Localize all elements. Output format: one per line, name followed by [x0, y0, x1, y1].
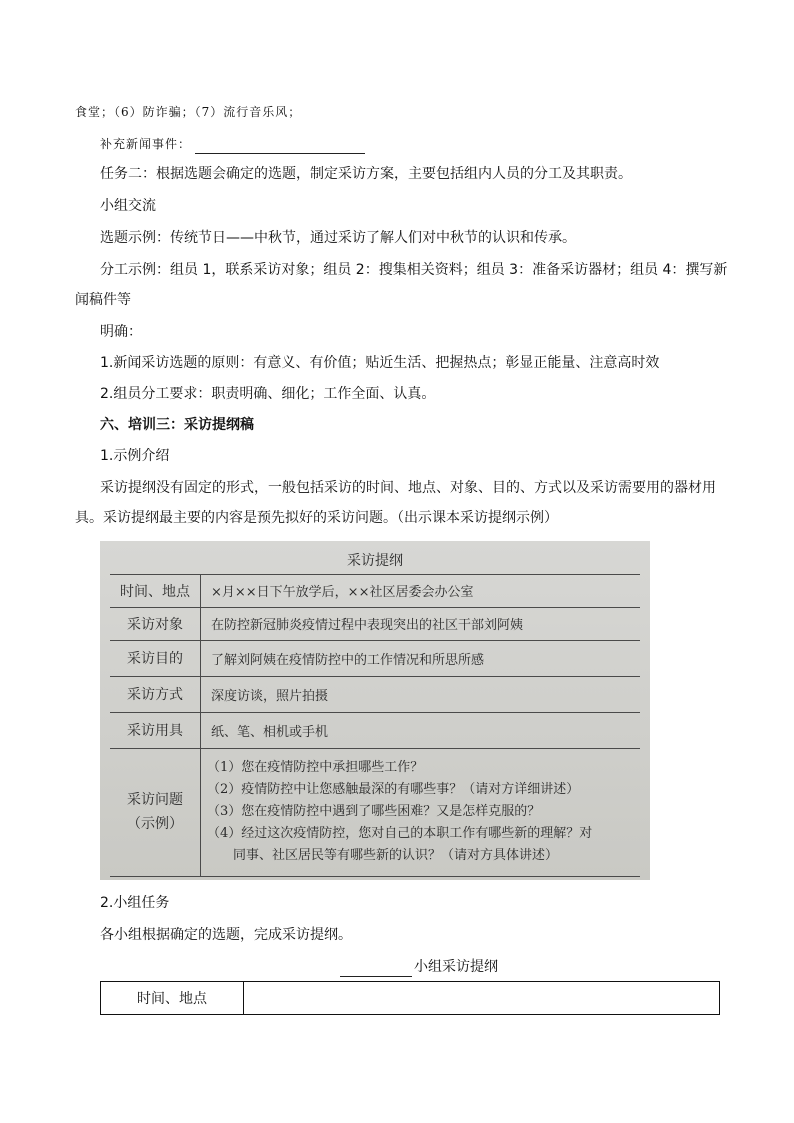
- supplement-news-line: [100, 134, 365, 154]
- row-value: 在防控新冠肺炎疫情过程中表现突出的社区干部刘阿姨: [201, 607, 641, 640]
- row-value: 纸、笔、相机或手机: [201, 712, 641, 748]
- example-outline-table: [110, 546, 640, 877]
- supplement-news-blank[interactable]: [195, 139, 365, 154]
- question-item: （3）您在疫情防控中遇到了哪些困难？又是怎样克服的？: [207, 804, 541, 819]
- division-example-line-1: 分工示例：组员 1，联系采访对象；组员 2：搜集相关资料；组员 3：准备采访器材；组员 4：撰写新: [100, 262, 728, 278]
- row-value: 深度访谈，照片拍摄: [201, 676, 641, 712]
- example-outline-photo: [100, 541, 650, 880]
- row-value: ×月××日下午放学后，××社区居委会办公室: [201, 574, 641, 607]
- question-item: （2）疫情防控中让您感触最深的有哪些事？（请对方详细讲述）: [207, 782, 580, 797]
- topic-example: 选题示例：传统节日——中秋节，通过采访了解人们对中秋节的认识和传承。: [100, 230, 576, 246]
- questions-label-line-1: 采访问题: [127, 792, 183, 808]
- row-label: 采访目的: [110, 640, 201, 676]
- group-outline-title: [340, 957, 498, 977]
- supplement-news-label: 补充新闻事件：: [100, 137, 192, 151]
- table-row: [101, 982, 720, 1015]
- example-table-caption: 采访提纲: [110, 546, 640, 574]
- question-item: 同事、社区居民等有哪些新的认识？（请对方具体讲述）: [207, 848, 559, 863]
- clarify-heading: 明确：: [100, 324, 142, 340]
- row-label: 采访对象: [110, 607, 201, 640]
- group-outline-table: [100, 981, 720, 1015]
- table-row: [110, 640, 640, 676]
- handwritten-line-1: 食堂；（6）防诈骗；（7）流行音乐风；: [75, 105, 302, 119]
- group-name-blank[interactable]: [340, 962, 412, 977]
- table-row-questions: [110, 748, 640, 876]
- questions-label: [110, 748, 201, 876]
- subheading-example-intro: 1.示例介绍: [100, 448, 170, 464]
- row-label: 时间、地点: [110, 574, 201, 607]
- questions-list: [201, 748, 641, 876]
- outline-description-line-1: 采访提纲没有固定的形式，一般包括采访的时间、地点、对象、目的、方式以及采访需要用的器材用: [100, 480, 716, 496]
- table-row: [110, 607, 640, 640]
- row-label: 采访方式: [110, 676, 201, 712]
- row-value: 了解刘阿姨在疫情防控中的工作情况和所思所感: [201, 640, 641, 676]
- row-label: 采访用具: [110, 712, 201, 748]
- principle-point-2: 2.组员分工要求：职责明确、细化；工作全面、认真。: [100, 386, 436, 402]
- section-heading-training-3: 六、培训三：采访提纲稿: [100, 417, 254, 433]
- question-item: （4）经过这次疫情防控，您对自己的本职工作有哪些新的理解？对: [207, 826, 593, 841]
- row-value-blank[interactable]: [244, 982, 720, 1015]
- table-row: [110, 574, 640, 607]
- division-example-line-2: 闻稿件等: [75, 292, 131, 308]
- task-two-paragraph: 任务二：根据选题会确定的选题，制定采访方案，主要包括组内人员的分工及其职责。: [100, 166, 632, 182]
- group-outline-title-text: 小组采访提纲: [414, 959, 498, 975]
- subheading-group-task: 2.小组任务: [100, 895, 170, 911]
- table-row: [110, 676, 640, 712]
- questions-label-line-2: （示例）: [127, 816, 183, 832]
- question-item: （1）您在疫情防控中承担哪些工作？: [207, 760, 424, 775]
- row-label: 时间、地点: [101, 982, 244, 1015]
- table-row: [110, 712, 640, 748]
- group-discussion-heading: 小组交流: [100, 198, 156, 214]
- group-task-instruction: 各小组根据确定的选题，完成采访提纲。: [100, 927, 352, 943]
- principle-point-1: 1.新闻采访选题的原则：有意义、有价值；贴近生活、把握热点；彰显正能量、注意高时效: [100, 355, 660, 371]
- outline-description-line-2: 具。采访提纲最主要的内容是预先拟好的采访问题。（出示课本采访提纲示例）: [75, 510, 558, 526]
